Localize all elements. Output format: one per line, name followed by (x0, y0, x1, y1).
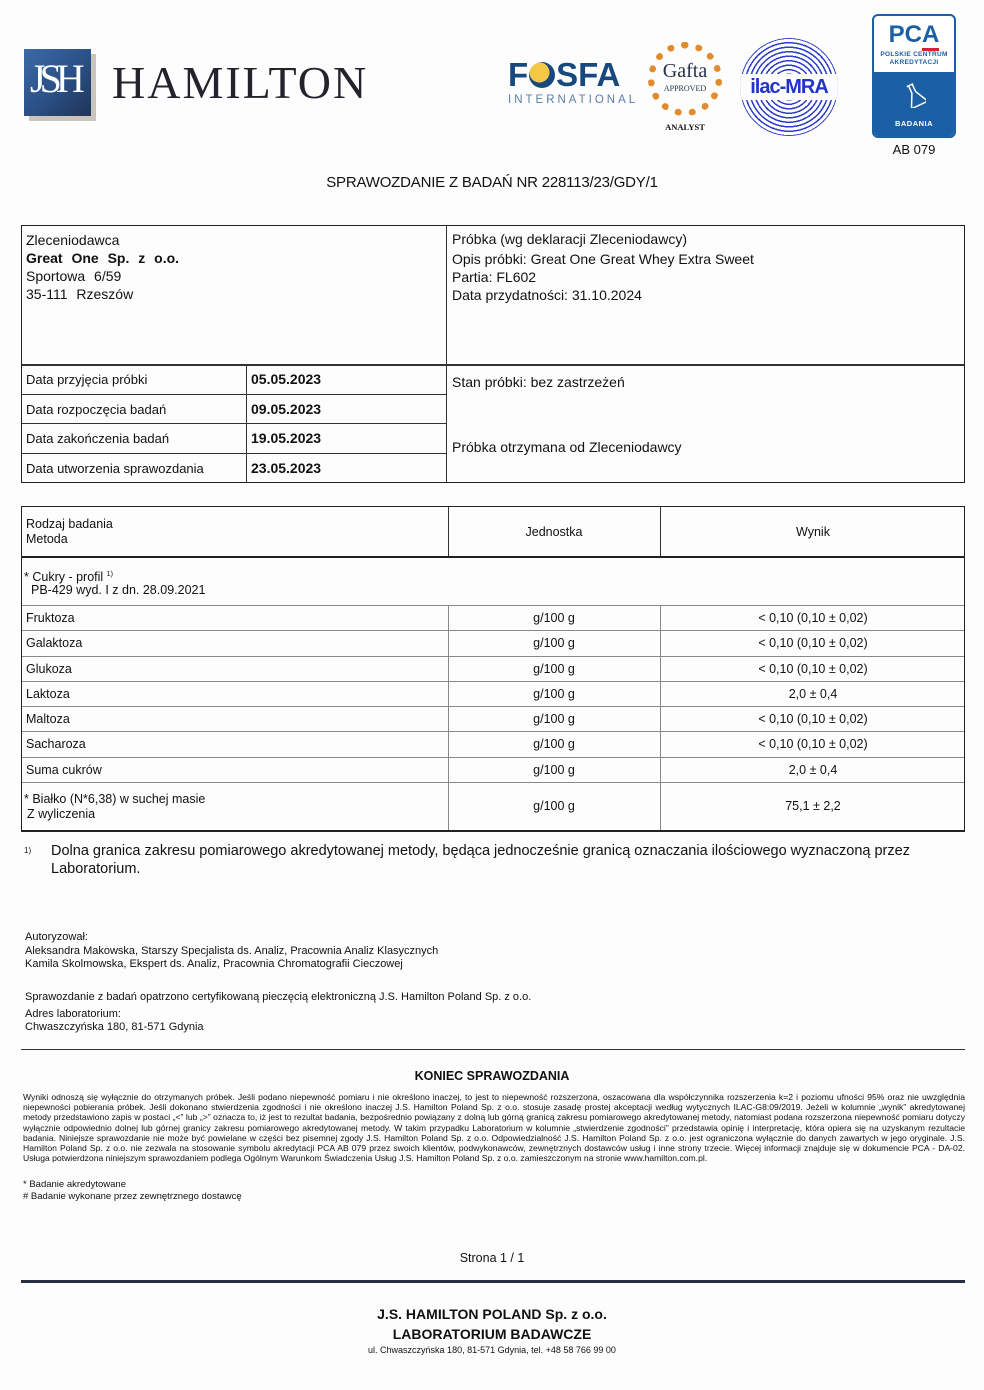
table-row (22, 682, 964, 707)
date-value: 23.05.2023 (251, 459, 322, 476)
table-row (22, 631, 964, 656)
divider (246, 454, 247, 484)
pca-title-a: PC (888, 21, 922, 48)
note-accredited: * Badanie akredytowane (23, 1179, 126, 1190)
fosfa-letters: SFA (556, 56, 621, 93)
pca-badge-label: BADANIA (894, 119, 934, 128)
results-header (22, 507, 964, 558)
table-row (22, 657, 964, 682)
header-result: Wynik (796, 525, 830, 539)
date-label: Data zakończenia badań (26, 431, 170, 446)
test-group-sugars (22, 558, 964, 606)
end-of-report-title: KONIEC SPRAWOZDANIA (414, 1069, 570, 1083)
footer-divider (21, 1280, 965, 1283)
row-result: < 0,10 (0,10 ± 0,02) (758, 611, 868, 625)
date-label: Data przyjęcia próbki (26, 372, 148, 387)
table-row (22, 732, 964, 757)
row-name: Maltoza (26, 712, 70, 727)
date-row (22, 424, 446, 454)
globe-icon (529, 62, 555, 88)
row-name: Sacharoza (26, 737, 86, 752)
logo-monogram-box (24, 49, 91, 116)
jsh-logo (24, 49, 92, 117)
row-result: 2,0 ± 0,4 (788, 686, 838, 701)
fosfa-logo (508, 56, 639, 106)
fosfa-subtitle: INTERNATIONAL (508, 94, 639, 106)
ilac-mra-logo (740, 38, 838, 136)
protein-name: * Białko (N*6,38) w suchej masie (24, 792, 206, 807)
row-name: Glukoza (26, 661, 72, 676)
results-table (21, 506, 965, 832)
footer-address: ul. Chwaszczyńska 180, 81-571 Gdynia, tel. +48 58 766 99 00 (368, 1345, 616, 1355)
lab-address-label: Adres laboratorium: (25, 1007, 121, 1020)
authorizer: Kamila Skolmowska, Ekspert ds. Analiz, Pracownia Chromatografii Cieczowej (25, 958, 403, 970)
header-type-method (26, 517, 452, 547)
logo-monogram: JSH (30, 56, 79, 101)
row-unit: g/100 g (533, 712, 575, 727)
lab-address: Chwaszczyńska 180, 81-571 Gdynia (25, 1021, 204, 1033)
seal-block (25, 991, 531, 1035)
date-label: Data rozpoczęcia badań (26, 401, 167, 417)
table-row (22, 758, 964, 783)
date-label: Data utworzenia sprawozdania (26, 460, 204, 476)
table-row (22, 707, 964, 732)
ilac-text: ilac-MRA (750, 76, 828, 98)
sample-label: Próbka (wg deklaracji Zleceniodawcy) (452, 231, 687, 247)
fosfa-letter: F (508, 56, 529, 93)
pca-accreditation-logo (872, 14, 956, 138)
row-result: < 0,10 (0,10 ± 0,02) (758, 636, 868, 651)
hamilton-wordmark: HAMILTON (112, 57, 369, 108)
authorizer: Aleksandra Makowska, Starszy Specjalista ds. Analiz, Pracownia Analiz Klasycznych (25, 944, 439, 957)
row-unit: g/100 g (533, 611, 575, 625)
row-name: Suma cukrów (26, 762, 102, 777)
footer-lab: LABORATORIUM BADAWCZE (392, 1326, 592, 1342)
row-result: < 0,10 (0,10 ± 0,02) (758, 661, 868, 676)
pca-title (874, 22, 954, 48)
seal-statement: Sprawozdanie z badań opatrzono certyfikowaną pieczęcią elektroniczną J.S. Hamilton Poland Sp. z o.o. (25, 991, 532, 1003)
date-value: 09.05.2023 (251, 400, 322, 417)
footnote-ref: 1) (106, 571, 113, 578)
client-street: Sportowa 6/59 (26, 268, 122, 284)
header-method: Metoda (26, 532, 68, 546)
divider (446, 226, 447, 482)
pca-subtitle-line2: AKREDYTACJI (889, 59, 939, 66)
row-unit: g/100 g (533, 737, 575, 752)
sample-block (452, 230, 754, 304)
pca-badge-area (874, 72, 954, 136)
row-unit: g/100 g (533, 762, 575, 777)
fine-print: Wyniki odnoszą się wyłącznie do otrzymanych próbek. Jeśli podano niepewność pomiaru i nie określono inaczej, to jest to niepewność rozszerzona, oszacowana dla współczynnika rozszerzenia k=2 i poziomu ufności 95% oraz nie uwzględnia niepewności pobierania próbek. Jeśli dokonano stwierdzenia zgodności i nie określono inaczej J.S. Hamilton Poland Sp. z o.o. stosuje zasadę prostej akceptacji według wytycznych ILAC-G8:09/2019. Jeżeli w kolumnie „wynik” akredytowanej metody przedstawiono zapis w postaci „<” lub „>” oznacza to, iż jest to rezultat badania, bezpośrednio powiązany z dolną lub górną granicą zakresu pomiarowego akredytowanej metody, natomiast podana rozszerzona niepewność pomiaru dotyczy wyłącznie odpowiednio dolnej lub górnej granicy zakresu pomiarowego akredytowanej metody. W takim przypadku Laboratorium w kolumnie „stwierdzenie zgodności” przedstawia opinię i interpretację, która opiera się na uzyskanym rezultacie badania. Niniejsze sprawozdanie nie może być powielane w części bez pisemnej zgody J.S. Hamilton Poland Sp. z o.o. Odpowiedzialność J.S. Hamilton Poland Sp. z o.o. jest ograniczona wyłącznie do danych zawartych w jego oryginale. J.S. Hamilton Poland Sp. z o.o. nie zezwala na stosowanie symbolu akredytacji PCA AB 079 przez swoich klientów, podwykonawców, zewnętrznych dostawców usług i inne strony trzecie. Więcej informacji znajduje się w dokumencie PCA - DA-02. Usługa potwierdzona niniejszym sprawozdaniem podlega Ogólnym Warunkom Świadczenia Usług J.S. Hamilton Poland Sp. z o.o. zamieszczonym na stronie www.hamilton.com.pl. (23, 1092, 965, 1164)
row-result: < 0,10 (0,10 ± 0,02) (758, 737, 868, 752)
divider (21, 1049, 965, 1050)
row-name: Galaktoza (26, 636, 83, 651)
group-method: PB-429 wyd. I z dn. 28.09.2021 (31, 583, 206, 597)
date-row (22, 395, 446, 425)
protein-method: Z wyliczenia (27, 807, 96, 822)
date-value: 19.05.2023 (251, 430, 322, 446)
row-unit: g/100 g (533, 686, 575, 701)
gafta-analyst: ANALYST (665, 122, 705, 132)
date-row (22, 365, 446, 395)
protein-name-method (24, 792, 450, 822)
footnote-text: Dolna granica zakresu pomiarowego akredytowanej metody, będąca jednocześnie granicą oznaczania ilościowego wyznaczoną przez Laboratorium. (51, 843, 910, 877)
sample-batch: Partia: FL602 (452, 269, 537, 285)
header-type: Rodzaj badania (26, 517, 113, 531)
gafta-approved: APPROVED (663, 84, 707, 93)
row-name: Laktoza (26, 686, 70, 701)
divider (246, 365, 247, 394)
footer-company: J.S. HAMILTON POLAND Sp. z o.o. (377, 1306, 607, 1322)
sample-description: Opis próbki: Great One Great Whey Extra Sweet (452, 251, 754, 267)
gafta-logo (645, 42, 725, 132)
footnote-mark: 1) (24, 846, 32, 855)
pca-subtitle (874, 51, 954, 67)
sample-state: Stan próbki: bez zastrzeżeń (452, 374, 625, 390)
client-block (26, 231, 179, 303)
row-unit: g/100 g (533, 636, 575, 651)
client-name: Great One Sp. z o.o. (26, 250, 180, 266)
dates-table (22, 365, 446, 483)
table-row (22, 606, 964, 631)
date-row (22, 454, 446, 484)
note-external: # Badanie wykonane przez zewnętrznego dostawcę (23, 1191, 242, 1202)
report-title: SPRAWOZDANIE Z BADAŃ NR 228113/23/GDY/1 (326, 174, 658, 191)
pca-subtitle-line1: POLSKIE CENTRUM (880, 51, 948, 58)
gafta-title: Gafta (662, 60, 708, 82)
row-result: 75,1 ± 2,2 (785, 799, 841, 814)
accreditation-code: AB 079 (892, 142, 936, 157)
flask-icon (904, 82, 926, 108)
row-name: Fruktoza (26, 611, 75, 625)
sample-received-from: Próbka otrzymana od Zleceniodawcy (452, 439, 682, 455)
sample-expiry: Data przydatności: 31.10.2024 (452, 287, 642, 303)
authorization-label: Autoryzował: (25, 931, 88, 943)
page-number: Strona 1 / 1 (459, 1251, 525, 1265)
row-result: < 0,10 (0,10 ± 0,02) (758, 712, 868, 727)
row-result: 2,0 ± 0,4 (788, 762, 838, 777)
divider (246, 395, 247, 424)
row-unit: g/100 g (533, 661, 575, 676)
date-value: 05.05.2023 (251, 371, 322, 387)
pca-title-b: A (922, 21, 939, 51)
divider (246, 424, 247, 453)
client-city: 35-111 Rzeszów (26, 286, 134, 302)
group-name-text: * Cukry - profil (24, 570, 104, 585)
footnote (24, 842, 954, 878)
header-unit: Jednostka (525, 525, 583, 539)
table-row-protein (22, 783, 964, 830)
client-label: Zleceniodawca (26, 232, 120, 248)
client-sample-info-box (21, 225, 965, 483)
row-unit: g/100 g (533, 799, 575, 814)
authorization-block (25, 931, 438, 972)
